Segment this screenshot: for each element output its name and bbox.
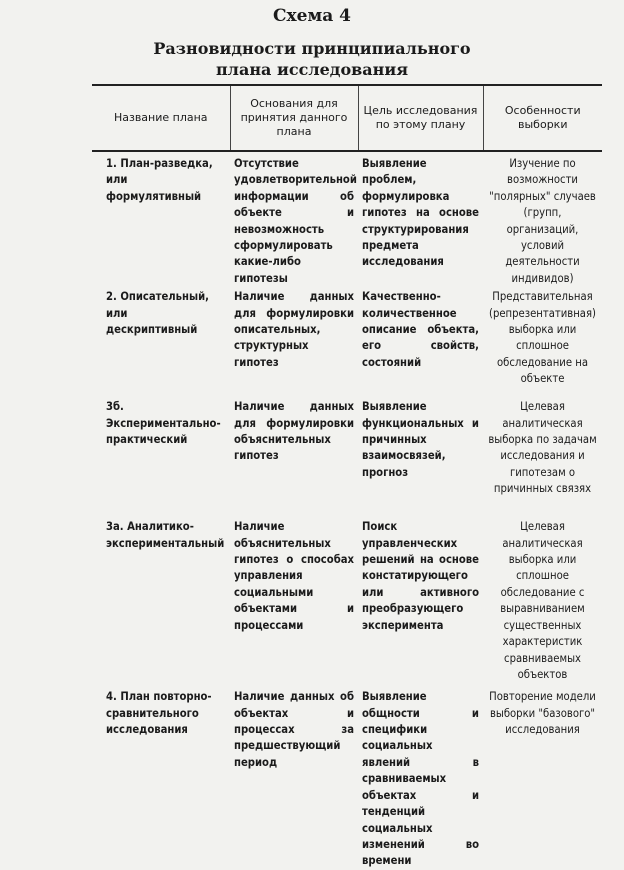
plan-sample-cell: Целевая аналитическая выборка по задачам исследования и гипотезам о причинных связях bbox=[488, 400, 597, 496]
scheme-title bbox=[0, 38, 624, 80]
header-sample: Особенности выборки bbox=[483, 85, 602, 151]
table-row bbox=[92, 687, 602, 869]
plan-basis-cell: Наличие объяснительных гипотез о способах управления социальными объектами и процессами bbox=[234, 520, 354, 632]
plan-name-cell: 3а. Аналитико-экспериментальный bbox=[106, 520, 225, 550]
plan-basis-cell: Наличие данных об объектах и процессах за предшествующий период bbox=[234, 690, 354, 769]
plan-name-cell: 3б. Экспериментально-практический bbox=[106, 400, 221, 447]
header-basis: Основания для принятия данного плана bbox=[230, 85, 358, 151]
scheme-label: Схема 4 bbox=[272, 6, 351, 26]
header-plan-name: Название плана bbox=[92, 85, 230, 151]
plan-name-cell: 4. План повторно-сравнительного исследования bbox=[106, 690, 212, 737]
table-row bbox=[92, 397, 602, 517]
plan-goal-cell: Выявление функциональных и причинных взаимосвязей, прогноз bbox=[362, 400, 479, 479]
scheme-title-line-2: плана исследования bbox=[215, 60, 409, 79]
table-row bbox=[92, 287, 602, 397]
plan-name-cell: 2. Описательный, или дескриптивный bbox=[106, 290, 209, 337]
plan-goal-cell: Выявление общности и специфики социальных явлений в сравниваемых объектах и тенденций социальных изменений во времени bbox=[362, 690, 479, 868]
table-row bbox=[92, 517, 602, 687]
plan-basis-cell: Отсутствие удовлетворительной информации об объекте и невозможность сформулировать какие-либо гипотезы bbox=[234, 157, 357, 285]
table-header-row bbox=[92, 85, 602, 151]
research-plans-table bbox=[92, 84, 602, 870]
plan-sample-cell: Повторение модели выборки "базового" исследования bbox=[489, 690, 596, 737]
plan-sample-cell: Целевая аналитическая выборка или сплошное обследование с выравниванием существенных характеристик сравниваемых объектов bbox=[500, 520, 585, 681]
plan-sample-cell: Изучение по возможности "полярных" случаев (групп, организаций, условий деятельности индивидов) bbox=[489, 157, 596, 285]
plan-basis-cell: Наличие данных для формулировки объяснительных гипотез bbox=[234, 400, 354, 463]
plan-goal-cell: Поиск управленческих решений на основе констатирующего или активного преобразующего эксперимента bbox=[362, 520, 479, 632]
plan-basis-cell: Наличие данных для формулировки описательных, структурных гипотез bbox=[234, 290, 354, 369]
plan-goal-cell: Выявление проблем, формулировка гипотез на основе структурирования предмета исследования bbox=[362, 157, 479, 269]
plan-name-cell: 1. План-разведка, или формулятивный bbox=[106, 157, 213, 203]
scheme-title-line-1: Разновидности принципиального bbox=[153, 39, 471, 58]
table-row bbox=[92, 151, 602, 287]
plan-goal-cell: Качественно-количественное описание объекта, его свойств, состояний bbox=[362, 290, 479, 369]
plan-sample-cell: Представительная (репрезентативная) выборка или сплошное обследование на объекте bbox=[489, 290, 596, 386]
header-goal: Цель исследования по этому плану bbox=[358, 85, 483, 151]
